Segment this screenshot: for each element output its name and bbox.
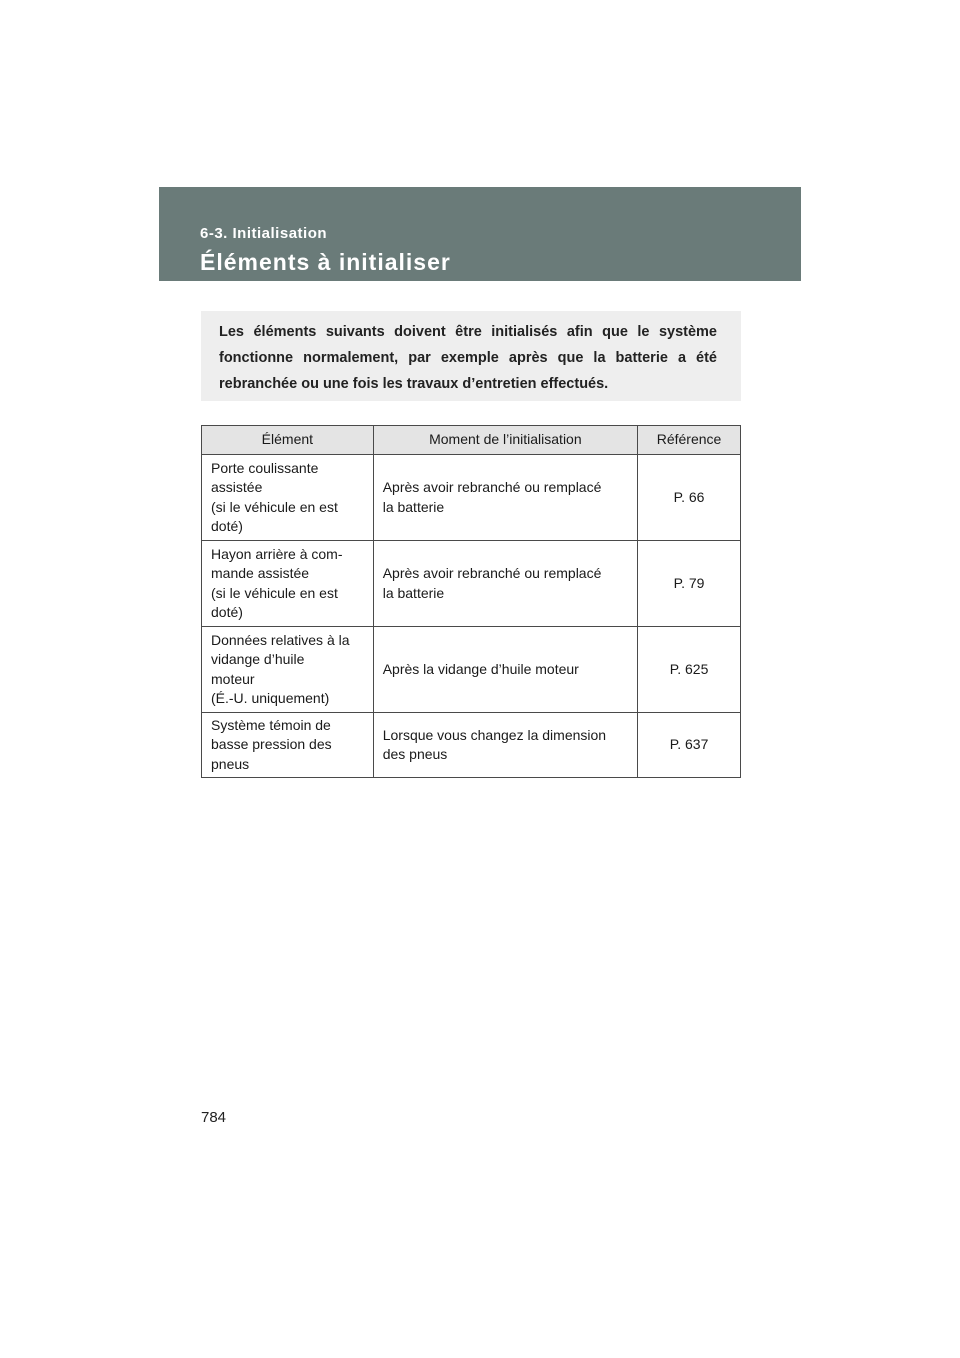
initialization-table xyxy=(201,425,741,778)
moment-line: Après avoir rebranché ou remplacé xyxy=(382,565,602,581)
item-line: (É.-U. uniquement) xyxy=(211,690,330,706)
moment-line: la batterie xyxy=(382,498,445,515)
header-moment: Moment de l’initialisation xyxy=(373,426,637,455)
reference-cell: P. 79 xyxy=(638,541,741,627)
reference-cell: P. 637 xyxy=(638,713,741,778)
reference-cell: P. 625 xyxy=(638,627,741,713)
item-cell xyxy=(202,541,374,627)
item-line: Hayon arrière à com- xyxy=(211,545,343,562)
table-row xyxy=(202,627,741,713)
item-line: (si le véhicule en est xyxy=(211,584,338,601)
header-item: Élément xyxy=(202,426,374,455)
item-line: pneus xyxy=(211,755,250,772)
table-row xyxy=(202,541,741,627)
item-line: doté) xyxy=(211,518,243,534)
item-line: Porte coulissante xyxy=(211,459,319,476)
table-row xyxy=(202,455,741,541)
item-cell xyxy=(202,455,374,541)
moment-cell xyxy=(373,455,637,541)
moment-cell xyxy=(373,713,637,778)
item-line: moteur xyxy=(211,670,255,687)
moment-line: Après la vidange d’huile moteur xyxy=(382,660,579,677)
item-line: mande assistée xyxy=(211,565,310,581)
reference-cell: P. 66 xyxy=(638,455,741,541)
section-label: 6-3. Initialisation xyxy=(200,225,328,242)
item-line: doté) xyxy=(211,604,243,620)
table-row xyxy=(202,713,741,778)
page-title: Éléments à initialiser xyxy=(200,249,451,275)
item-line: assistée xyxy=(211,479,263,495)
table-header-row xyxy=(202,426,741,455)
moment-line: Lorsque vous changez la dimension xyxy=(382,726,607,743)
header-reference: Référence xyxy=(638,426,741,455)
item-line: Données relatives à la xyxy=(211,631,350,648)
moment-line: Après avoir rebranché ou remplacé xyxy=(382,479,602,495)
item-line: vidange d’huile xyxy=(211,651,305,667)
item-line: Système témoin de xyxy=(211,716,331,733)
moment-line: des pneus xyxy=(382,746,448,762)
item-cell xyxy=(202,713,374,778)
intro-box xyxy=(201,311,741,401)
section-header-band xyxy=(159,187,801,281)
moment-line: la batterie xyxy=(382,584,445,601)
item-cell xyxy=(202,627,374,713)
moment-cell xyxy=(373,627,637,713)
intro-text: Les éléments suivants doivent être initialisés afin que le système fonctionne normalement, par exemple après que la batterie a été rebranchée ou une fois les travaux d’entretien effectués. xyxy=(219,324,717,392)
item-line: basse pression des xyxy=(211,736,332,753)
item-line: (si le véhicule en est xyxy=(211,498,338,515)
moment-cell xyxy=(373,541,637,627)
page-number: 784 xyxy=(201,1109,227,1126)
